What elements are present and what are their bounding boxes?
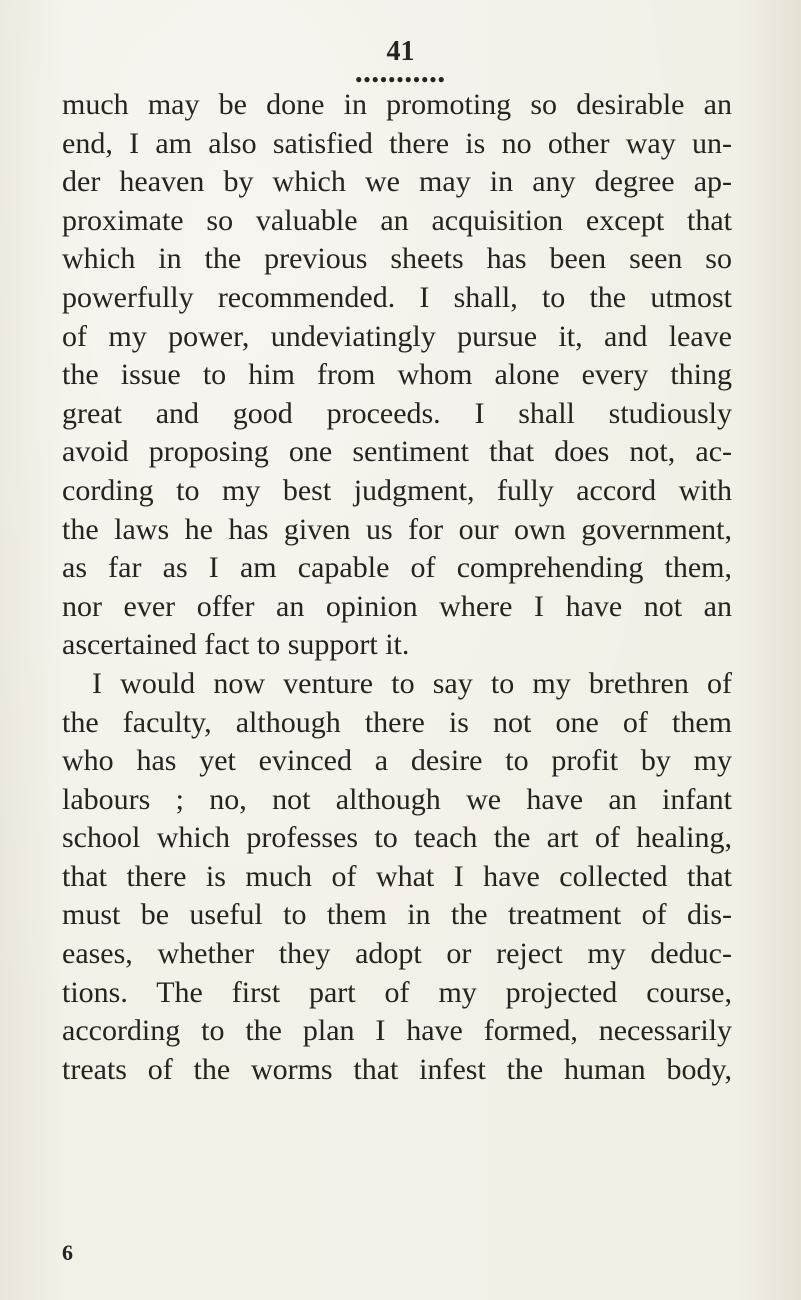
text-line: the laws he has given us for our own government, xyxy=(62,512,732,546)
text-line: proximate so valuable an acquisition except that xyxy=(62,203,732,237)
text-line: powerfully recommended. I shall, to the utmost xyxy=(62,280,732,314)
text-line: labours ; no, not although we have an infant xyxy=(62,782,732,816)
text-line: avoid proposing one sentiment that does not, ac- xyxy=(62,435,732,469)
signature-mark: 6 xyxy=(62,1240,73,1265)
text-line: tions. The first part of my projected course, xyxy=(62,975,732,1009)
text-line: the faculty, although there is not one of them xyxy=(62,705,732,739)
text-line: the issue to him from whom alone every thing xyxy=(62,358,732,392)
page-number: 41 xyxy=(386,36,415,67)
text-line: ascertained fact to support it. xyxy=(62,628,410,662)
body-text xyxy=(62,86,732,1089)
text-line: treats of the worms that infest the human body, xyxy=(62,1052,732,1086)
text-line: who has yet evinced a desire to profit by my xyxy=(62,744,732,778)
text-line: that there is much of what I have collected that xyxy=(62,859,732,893)
text-line: end, I am also satisfied there is no other way un- xyxy=(62,126,732,160)
text-line: of my power, undeviatingly pursue it, and leave xyxy=(62,319,732,353)
text-line: I would now venture to say to my brethren of xyxy=(92,666,732,700)
text-line: great and good proceeds. I shall studiously xyxy=(62,396,732,430)
text-line: school which professes to teach the art of healing, xyxy=(62,821,732,855)
text-line: as far as I am capable of comprehending them, xyxy=(62,551,732,585)
text-line: eases, whether they adopt or reject my deduc- xyxy=(62,937,732,971)
decorative-ornament: ●●●●●●●●●●● xyxy=(355,72,446,86)
text-line: must be useful to them in the treatment of dis- xyxy=(62,898,732,932)
text-line: der heaven by which we may in any degree ap- xyxy=(62,165,732,199)
text-line: which in the previous sheets has been seen so xyxy=(62,242,732,276)
text-line: cording to my best judgment, fully accord with xyxy=(62,473,732,507)
text-line: according to the plan I have formed, necessarily xyxy=(62,1014,732,1048)
text-line: nor ever offer an opinion where I have not an xyxy=(62,589,732,623)
text-line: much may be done in promoting so desirable an xyxy=(62,88,732,121)
